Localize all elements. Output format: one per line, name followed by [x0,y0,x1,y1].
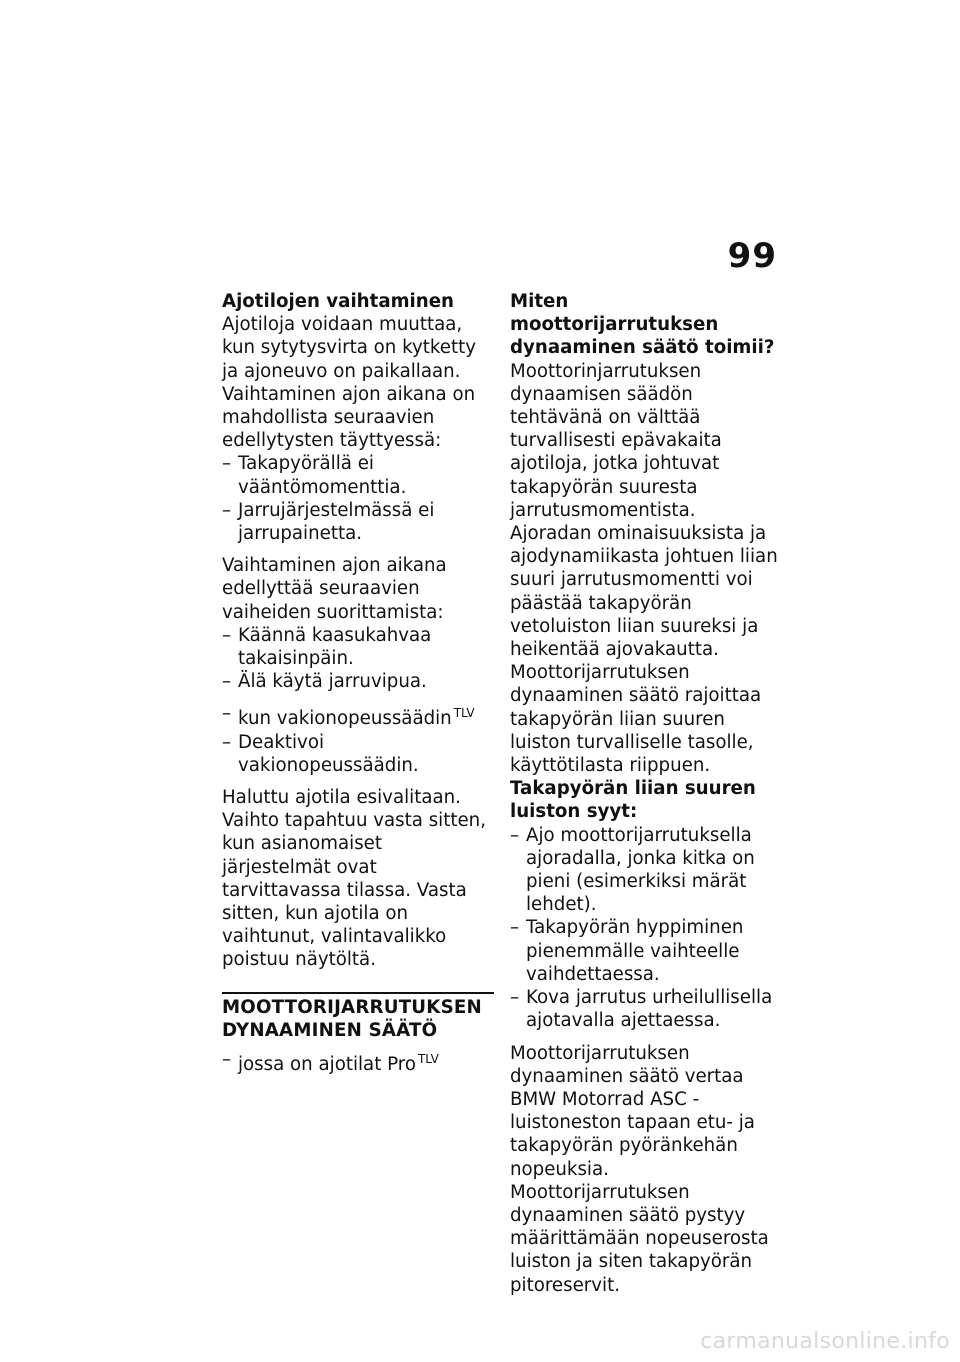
option-tag: TLV [453,706,475,721]
list-item [222,1048,494,1076]
list-item: – Ajo moottorijarrutuksella ajoradalla, jonka kitka on pieni (esimerkiksi märät lehdet). [510,824,782,917]
list-slip-causes [510,824,782,1033]
paragraph-comparison: Moottorijarrutuksen dynaaminen säätö vertaa BMW Motorrad ASC -luistoneston tapaan etu- ja takapyörän pyöränkehän nopeuksia. Moottorijarrutuksen dynaaminen säätö pystyy määrittämään nopeuserosta luiston ja siten takapyörän pitoreservit. [510,1042,769,1296]
list-item-text: jossa on ajotilat Pro [238,1053,416,1075]
heading-slip-causes: Takapyörän liian suuren luiston syyt: [510,778,756,823]
right-column [510,290,782,1297]
section-title [222,996,494,1042]
list-item: – Älä käytä jarruvipua. [222,670,494,693]
paragraph-how-it-works: Moottorinjarrutuksen dynaamisen säädön tehtävänä on välttää turvallisesti epävakaita ajotiloja, jotka johtuvat takapyörän suuresta jarrutusmomentista. Ajoradan ominaisuuksista ja ajodynamiikasta johtuen liian suuri jarrutusmomentti voi päästää takapyörän vetoluiston liian suureksi ja heikentää ajovakautta. Moottorijarrutuksen dynaaminen säätö rajoittaa takapyörän liian suuren luiston turvalliselle tasolle, käyttötilasta riippuen. [510,360,778,777]
section-title-line: MOOTTORIJARRUTUKSEN [222,996,482,1018]
list-item: – Takapyörällä ei vääntömomenttia. [222,452,494,498]
list-item [222,702,494,730]
list-steps [222,624,494,694]
page-number: 99 [727,236,777,276]
section-title-line: DYNAAMINEN SÄÄTÖ [222,1019,438,1041]
list-item: – Jarrujärjestelmässä ei jarrupainetta. [222,499,494,545]
paragraph-preselection: Haluttu ajotila esivalitaan. Vaihto tapahtuu vasta sitten, kun asianomaiset järjestelmät ovat tarvittavassa tilassa. Vasta sitten, kun ajotila on vaihtunut, valintavalikko poistuu näytöltä. [222,787,486,971]
list-section-condition [222,1048,494,1076]
list-item-text: kun vakionopeussäädin [238,708,452,730]
list-conditions [222,452,494,545]
list-item: – Deaktivoi vakionopeussäädin. [222,731,494,777]
heading-how-it-works: Miten moottorijarrutuksen dynaaminen säätö toimii? [510,291,775,359]
paragraph-steps-intro: Vaihtaminen ajon aikana edellyttää seuraavien vaiheiden suorittamista: [222,555,447,623]
list-item: – Käännä kaasukahvaa takaisinpäin. [222,624,494,670]
list-item: – Kova jarrutus urheilullisella ajotavalla ajettaessa. [510,986,782,1032]
watermark: carmanualsonline.info [700,1329,950,1354]
paragraph-mode-change: Ajotiloja voidaan muuttaa, kun sytytysvirta on kytketty ja ajoneuvo on paikallaan. Vaihtaminen ajon aikana on mahdollista seuraavien edellytysten täyttyessä: [222,314,476,452]
left-column [222,290,494,1076]
heading-mode-change: Ajotilojen vaihtaminen [222,291,455,312]
section-divider [222,992,494,1042]
list-item: – Takapyörän hyppiminen pienemmälle vaihteelle vaihdettaessa. [510,916,782,986]
option-tag: TLV [417,1051,439,1066]
list-cruise-control [222,702,494,777]
